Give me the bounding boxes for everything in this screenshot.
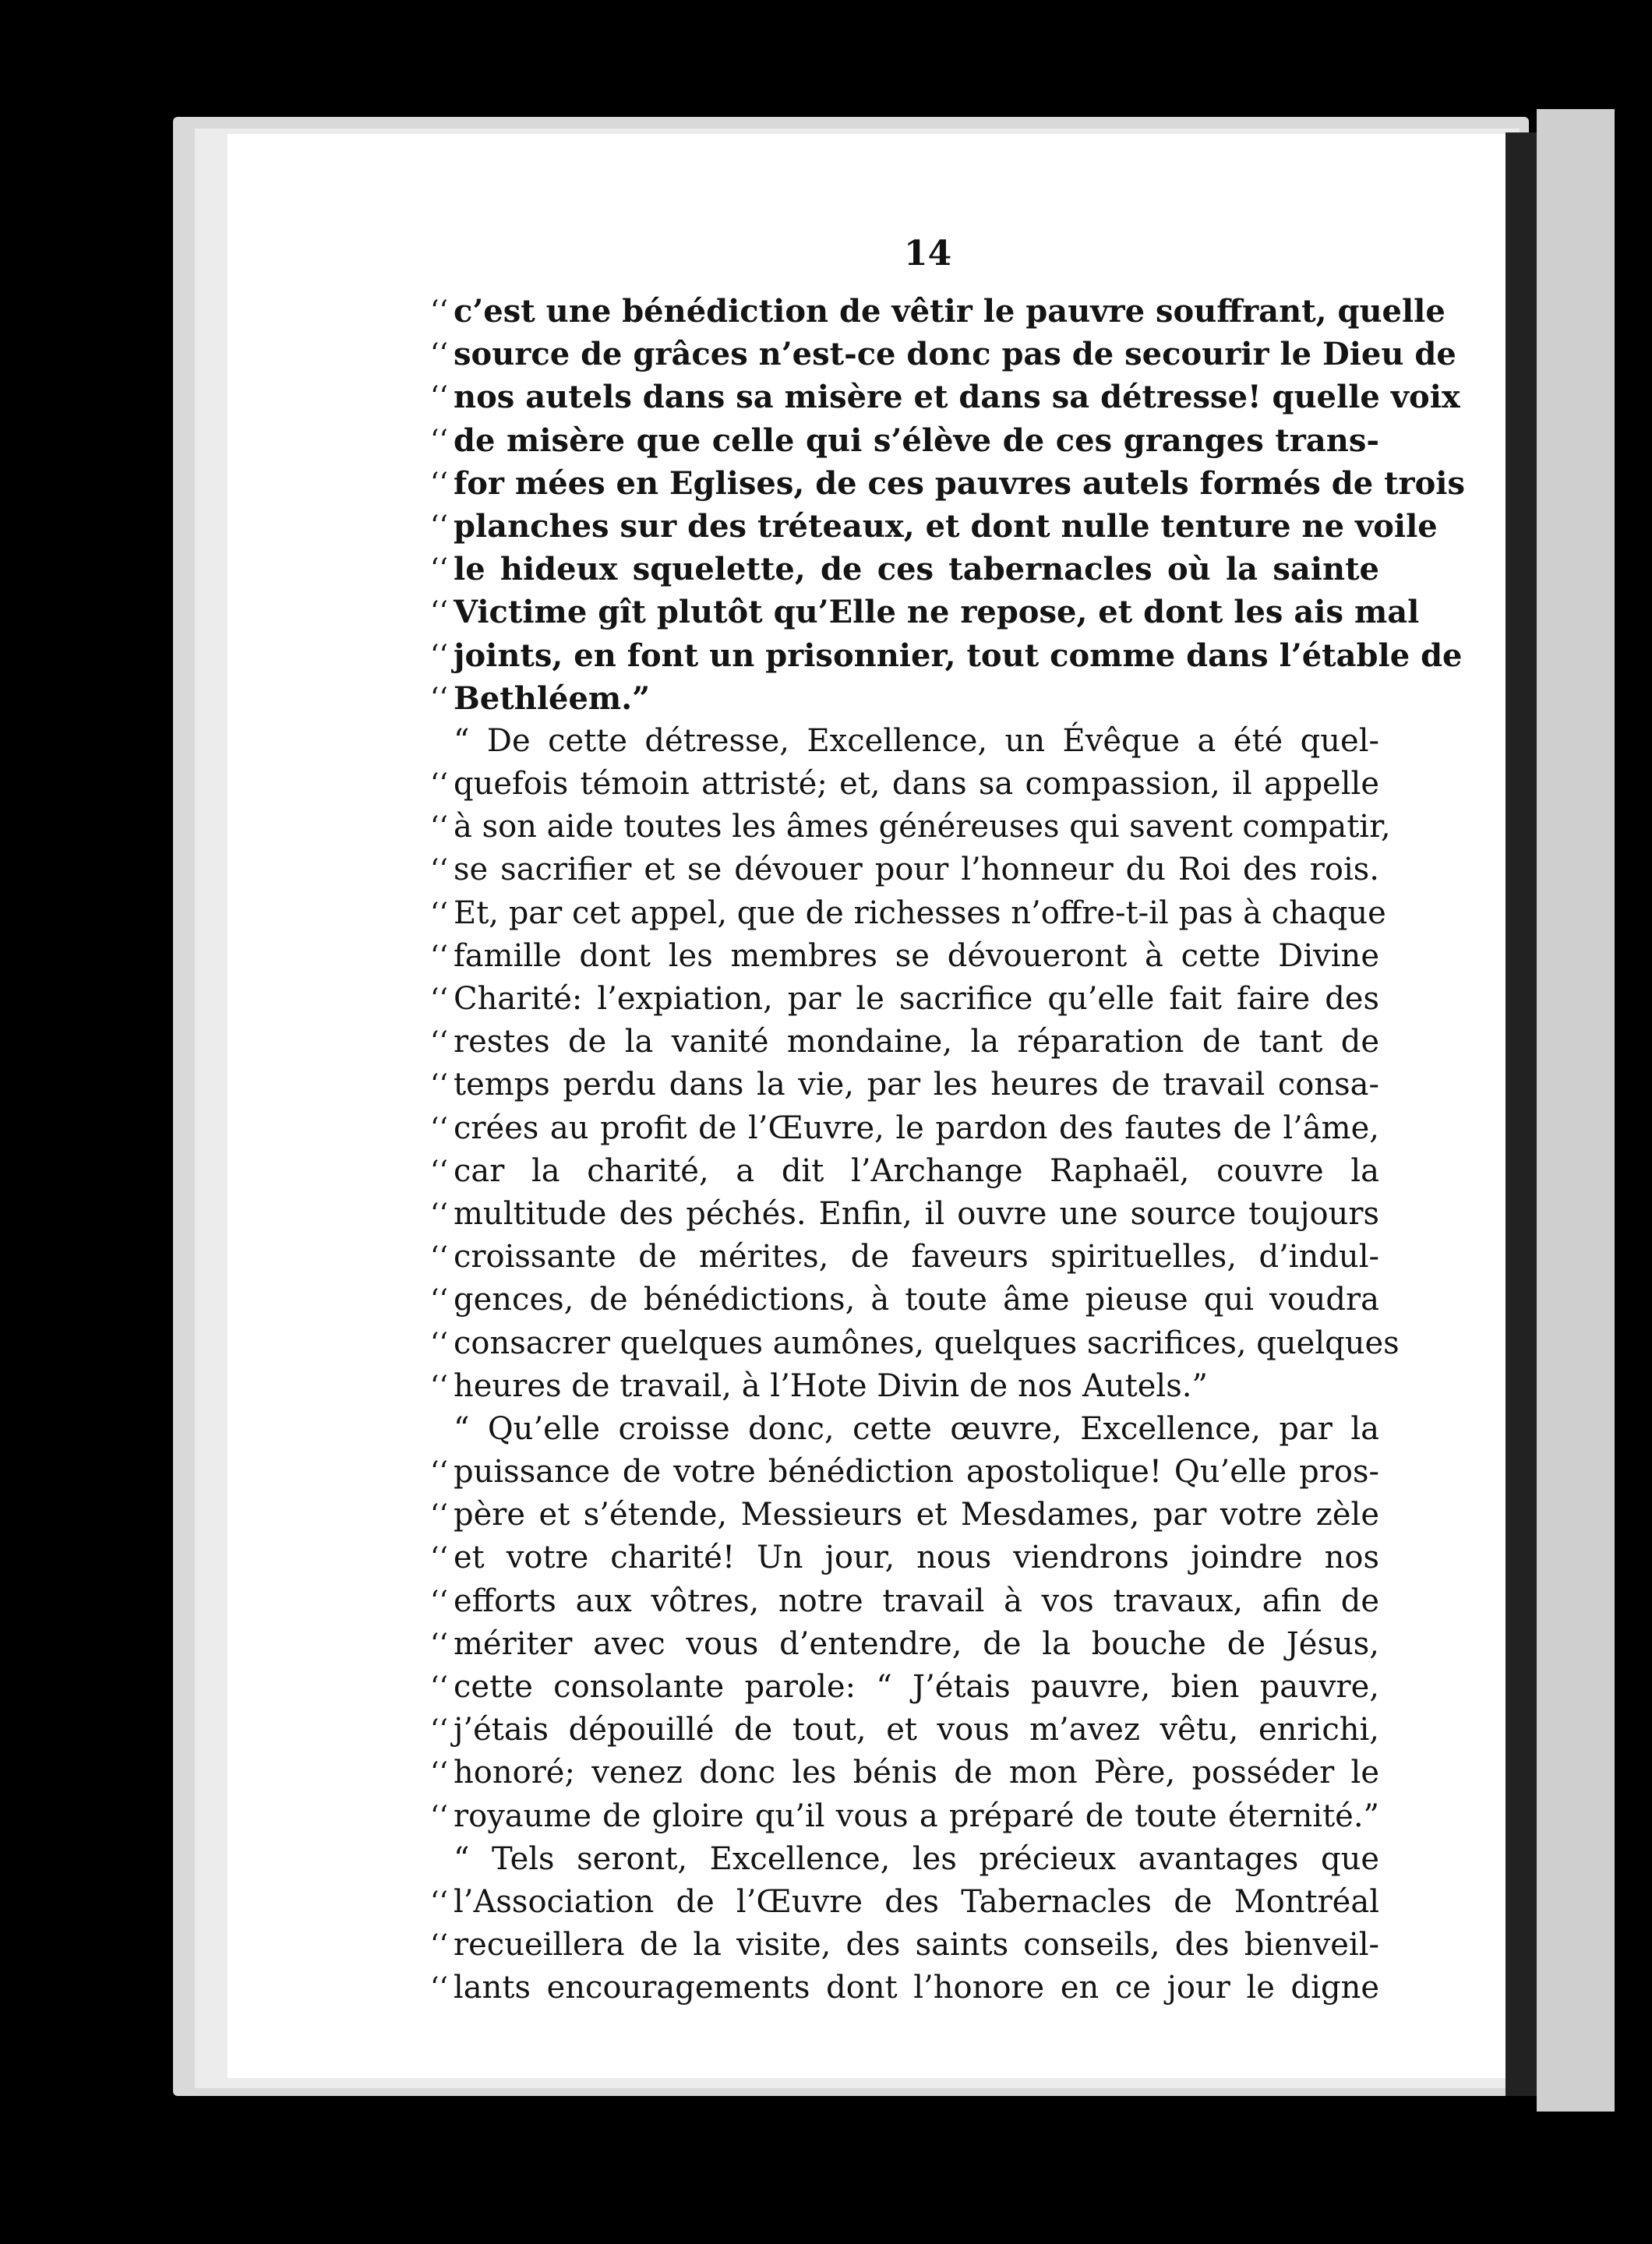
text-line [430,978,1389,1021]
line-text: joints, en font un prisonnier, tout comme dans l’étable de [454,637,1463,674]
quote-mark: ‘‘ [430,1542,448,1575]
quote-mark: ‘‘ [430,1327,448,1360]
line-text: heures de travail, à l’Hote Divin de nos Autels.” [454,1367,1208,1404]
quote-mark: ‘‘ [430,1628,448,1660]
quote-mark: ‘‘ [430,1284,448,1317]
line-text: père et s’étende, Messieurs et Mesdames, par votre zèle [454,1497,1379,1533]
line-text: source de grâces n’est-ce donc pas de secourir le Dieu de [454,336,1456,373]
text-line [430,1451,1389,1494]
text-line [430,1709,1389,1752]
quote-mark: ‘‘ [430,1026,448,1059]
line-text: c’est une bénédiction de vêtir le pauvre souffrant, quelle [454,293,1446,330]
line-text: et votre charité! Un jour, nous viendrons joindre nos [454,1540,1379,1576]
line-text: famille dont les membres se dévoueront à cette Divine [454,937,1379,974]
body-text [430,290,1466,2010]
quote-mark: ‘‘ [430,682,448,714]
quote-mark: ‘‘ [430,467,448,499]
line-text: quefois témoin attristé; et, dans sa compassion, il appelle [454,766,1379,803]
line-text: Charité: l’expiation, par le sacrifice qu’elle fait faire des [454,981,1379,1017]
text-line [430,1150,1389,1193]
text-line [430,1107,1389,1150]
line-text: se sacrifier et se dévouer pour l’honneur du Roi des rois. [454,852,1379,888]
text-line [430,1623,1389,1666]
quote-mark: ‘‘ [430,983,448,1015]
text-line [430,1236,1389,1279]
text-line [430,1580,1389,1623]
line-text: honoré; venez donc les bénis de mon Père, posséder le [454,1755,1379,1791]
quote-mark: ‘‘ [430,1456,448,1489]
text-line [430,849,1389,891]
quote-mark: ‘‘ [430,424,448,457]
line-text: à son aide toutes les âmes généreuses qui savent compatir, [454,809,1391,845]
text-line [430,548,1389,591]
line-text: “ De cette détresse, Excellence, un Évêque a été quel- [454,722,1379,759]
line-text: car la charité, a dit l’Archange Raphaël, couvre la [454,1152,1379,1189]
text-line [430,1881,1389,1924]
quote-mark: ‘‘ [430,1972,448,2005]
line-text: efforts aux vôtres, notre travail à vos travaux, afin de [454,1582,1379,1619]
line-text: “ Tels seront, Excellence, les précieux avantages que [454,1840,1379,1877]
text-line [430,634,1463,677]
line-text: consacrer quelques aumônes, quelques sacrifices, quelques [454,1325,1400,1361]
line-text: le hideux squelette, de ces tabernacles où la sainte [454,551,1379,588]
text-line [430,1193,1389,1236]
quote-mark: ‘‘ [430,639,448,672]
quote-mark: ‘‘ [430,1800,448,1833]
line-text: recueillera de la visite, des saints conseils, des bienveil- [454,1927,1379,1964]
line-text: planches sur des tréteaux, et dont nulle tenture ne voile [454,507,1438,545]
text-line [430,892,1389,935]
quote-mark: ‘‘ [430,338,448,371]
quote-mark: ‘‘ [430,1241,448,1274]
text-line [430,1322,1400,1365]
line-text: temps perdu dans la vie, par les heures de travail consa- [454,1067,1379,1103]
quote-mark: ‘‘ [430,854,448,887]
line-text: croissante de mérites, de faveurs spirituelles, d’indul- [454,1239,1379,1275]
text-line [430,419,1389,462]
quote-mark: ‘‘ [430,1112,448,1145]
line-text: nos autels dans sa misère et dans sa détresse! quelle voix [454,379,1460,416]
line-text: “ Qu’elle croisse donc, cette œuvre, Excellence, par la [454,1410,1379,1447]
quote-mark: ‘‘ [430,1069,448,1102]
text-line [430,591,1420,633]
line-text: Et, par cet appel, que de richesses n’offre-t-il pas à chaque [454,894,1386,931]
text-line [430,1666,1389,1709]
line-text: l’Association de l’Œuvre des Tabernacles de Montréal [454,1883,1379,1920]
line-text: puissance de votre bénédiction apostolique! Qu’elle pros- [454,1454,1379,1491]
book-gutter [1506,132,1537,2096]
line-text: crées au profit de l’Œuvre, le pardon des fautes de l’âme, [454,1110,1379,1146]
line-text: j’étais dépouillé de tout, et vous m’avez vêtu, enrichi, [454,1712,1379,1748]
page-number: 14 [904,234,952,273]
quote-mark: ‘‘ [430,897,448,930]
text-line [430,1279,1389,1321]
text-line [430,806,1391,849]
facing-page-edge [1537,109,1615,2112]
text-line [454,1838,1389,1881]
quote-mark: ‘‘ [430,1198,448,1230]
text-line [430,505,1438,548]
text-line [430,1752,1389,1794]
text-line [430,1494,1389,1537]
quote-mark: ‘‘ [430,1757,448,1790]
quote-mark: ‘‘ [430,596,448,629]
text-line [430,1064,1389,1106]
text-line [430,1537,1389,1579]
quote-mark: ‘‘ [430,1714,448,1747]
text-line [430,935,1389,978]
text-line [430,763,1389,806]
line-text: multitude des péchés. Enfin, il ouvre une source toujours [454,1195,1379,1232]
text-line [430,1021,1389,1064]
line-text: Victime gît plutôt qu’Elle ne repose, et dont les ais mal [454,594,1420,631]
quote-mark: ‘‘ [430,510,448,542]
text-line [430,1924,1389,1967]
quote-mark: ‘‘ [430,1499,448,1532]
text-line [430,1967,1389,2009]
line-text: for mées en Eglises, de ces pauvres autels formés de trois [454,464,1466,502]
quote-mark: ‘‘ [430,768,448,801]
quote-mark: ‘‘ [430,1886,448,1918]
line-text: royaume de gloire qu’il vous a préparé de toute éternité.” [454,1798,1379,1834]
quote-mark: ‘‘ [430,940,448,972]
quote-mark: ‘‘ [430,811,448,844]
line-text: mériter avec vous d’entendre, de la bouche de Jésus, [454,1625,1379,1662]
text-line [454,720,1389,763]
text-line [430,677,1389,720]
quote-mark: ‘‘ [430,295,448,327]
quote-mark: ‘‘ [430,1585,448,1618]
text-line [430,1365,1389,1408]
text-line [430,1795,1389,1838]
line-text: de misère que celle qui s’élève de ces granges trans- [454,422,1379,459]
quote-mark: ‘‘ [430,381,448,414]
line-text: gences, de bénédictions, à toute âme pieuse qui voudra [454,1282,1379,1318]
quote-mark: ‘‘ [430,1370,448,1402]
text-line [430,376,1460,418]
text-line [454,1408,1389,1451]
quote-mark: ‘‘ [430,1671,448,1703]
text-line [430,333,1456,376]
quote-mark: ‘‘ [430,1929,448,1962]
quote-mark: ‘‘ [430,1155,448,1187]
line-text: lants encouragements dont l’honore en ce jour le digne [454,1970,1379,2006]
line-text: restes de la vanité mondaine, la réparation de tant de [454,1024,1379,1060]
line-text: Bethléem.” [454,679,651,717]
quote-mark: ‘‘ [430,553,448,586]
text-line [430,290,1446,333]
text-line [430,462,1466,505]
line-text: cette consolante parole: “ J’étais pauvre, bien pauvre, [454,1669,1379,1705]
